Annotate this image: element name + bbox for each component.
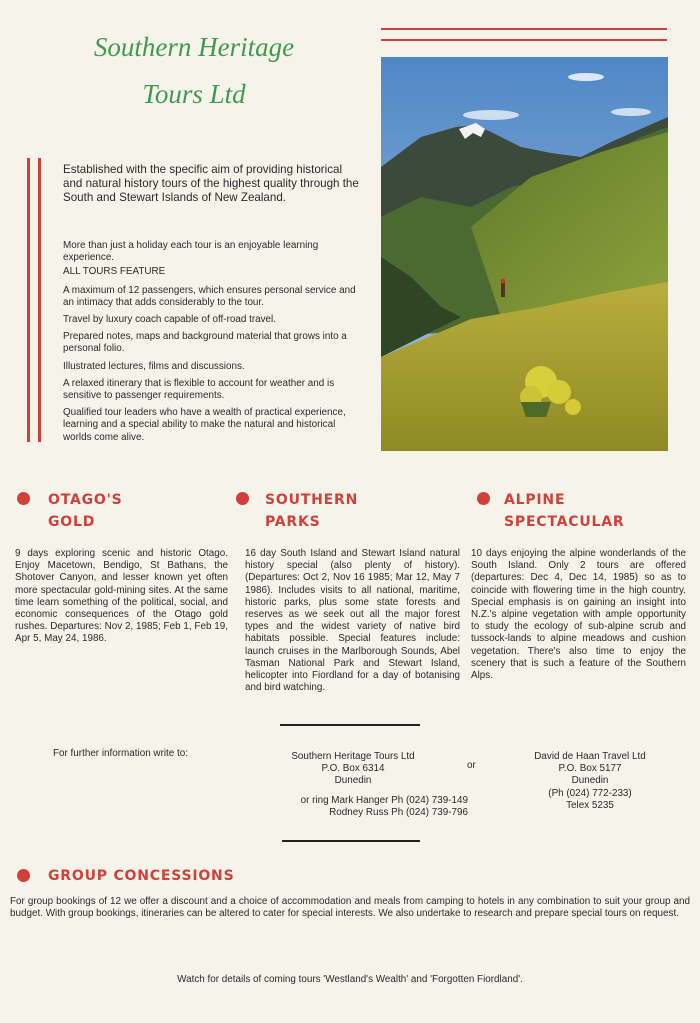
address-line: David de Haan Travel Ltd <box>534 751 646 762</box>
tour-heading-southern-parks <box>265 489 358 533</box>
phone-line: or ring Mark Hanger Ph (024) 739-149 <box>300 795 468 806</box>
feature-item: Qualified tour leaders who have a wealth of practical experience, learning and a special ability to make the natural and historical worlds come alive. <box>63 407 346 443</box>
tour-body-alpine: 10 days enjoying the alpine wonderlands of the South Island. Only 2 tours are offered (departures: Dec 4, Dec 14, 1985) so as to coincide with flowering time in the high country. Special emphasis is on gaining an insight into N.Z.'s alpine vegetation with ample opportunity to study the ecology of sub-alpine scrub and tussock-lands to alpine meadows and cushion vegetation. There's also time to enjoy the scenery that is such a feature of the Southern Alps. <box>471 548 686 682</box>
phone-line: Rodney Russ Ph (024) 739-796 <box>329 807 468 819</box>
tour-heading-line: PARKS <box>265 514 321 530</box>
contact-address-1 <box>248 751 458 788</box>
alpine-photo <box>381 57 668 451</box>
bullet-dot-icon <box>477 492 490 505</box>
contact-phones <box>248 795 468 819</box>
title-line-2: Tours Ltd <box>142 79 246 109</box>
address-line: Dunedin <box>334 775 372 787</box>
tour-heading-line: GOLD <box>48 514 96 530</box>
contact-address-2 <box>510 751 670 812</box>
side-bar-right <box>38 158 41 442</box>
divider-bottom <box>282 840 420 842</box>
feature-item: A relaxed itinerary that is flexible to account for weather and is sensitive to passenger requirements. <box>63 377 335 402</box>
contact-or: or <box>467 760 476 771</box>
feature-item: Prepared notes, maps and background material that grows into a personal folio. <box>63 331 347 355</box>
tour-heading-alpine <box>504 489 624 533</box>
tour-heading-line: OTAGO'S <box>48 492 123 508</box>
top-rule-2 <box>381 39 667 41</box>
address-line: (Ph (024) 772-233) <box>548 787 632 799</box>
features-heading: ALL TOURS FEATURE <box>63 266 166 278</box>
address-line: P.O. Box 5177 <box>558 763 622 775</box>
feature-item: A maximum of 12 passengers, which ensures personal service and an intimacy that adds considerably to the tour. <box>63 284 356 308</box>
bullet-dot-icon <box>17 869 30 882</box>
intro-text: Established with the specific aim of providing historical and natural history tours of the highest quality through the South and Stewart Islands of New Zealand. <box>63 163 359 204</box>
address-line: Dunedin <box>571 775 609 787</box>
features-lead: More than just a holiday each tour is an enjoyable learning experience. <box>63 240 319 264</box>
footer-note: Watch for details of coming tours 'Westland's Wealth' and 'Forgotten Fiordland'. <box>177 974 523 985</box>
group-body: For group bookings of 12 we offer a discount and a choice of accommodation and meals from camping to hotels in any combination to suit your group and budget. With group bookings, itineraries can be altered to cater for special interests. We also undertake to research and prepare special tours on request. <box>10 896 690 920</box>
tour-heading-otago <box>48 489 123 533</box>
divider-top <box>280 724 420 726</box>
bullet-dot-icon <box>17 492 30 505</box>
feature-item: Travel by luxury coach capable of off-road travel. <box>63 314 276 326</box>
address-line: Telex 5235 <box>566 799 614 811</box>
tour-body-southern-parks: 16 day South Island and Stewart Island natural history special (also plenty of history). (Departures: Oct 2, Nov 16 1985; Mar 12, May 7 1986). Includes visits to all national, maritime, historic parks, plus some state forests and reserves as we seek out all the major forest types and the widest variety of native bird habitats possible. Special features include: launch cruises in the Marlborough Sounds, Abel Tasman National Park and Stewart Island, helicopter into Fiordland for a day of botanising and bird watching. <box>245 548 460 694</box>
tour-heading-line: SPECTACULAR <box>504 514 625 530</box>
address-line: P.O. Box 6314 <box>321 763 385 775</box>
features-block <box>63 240 365 449</box>
side-bar-left <box>27 158 30 442</box>
tour-heading-line: ALPINE <box>504 492 566 508</box>
alpine-photo-illustration <box>381 57 668 451</box>
page-title <box>44 32 344 110</box>
bullet-dot-icon <box>236 492 249 505</box>
title-line-1: Southern Heritage <box>93 32 295 62</box>
feature-item: Illustrated lectures, films and discussions. <box>63 360 245 372</box>
top-rule-1 <box>381 28 667 30</box>
address-line: Southern Heritage Tours Ltd <box>291 751 415 762</box>
tour-body-otago: 9 days exploring scenic and historic Otago. Enjoy Macetown, Bendigo, St Bathans, the Shotover Canyon, and lesser known yet often more spectacular gold-mining sites. At the same time learn something of the political, social, and economic consequences of the Otago gold rushes. Departures: Nov 2, 1985; Feb 1, Feb 19, Apr 5, May 24, 1986. <box>15 548 228 645</box>
group-heading: GROUP CONCESSIONS <box>48 868 235 884</box>
tour-heading-line: SOUTHERN <box>265 492 359 508</box>
contact-lead: For further information write to: <box>53 748 189 759</box>
